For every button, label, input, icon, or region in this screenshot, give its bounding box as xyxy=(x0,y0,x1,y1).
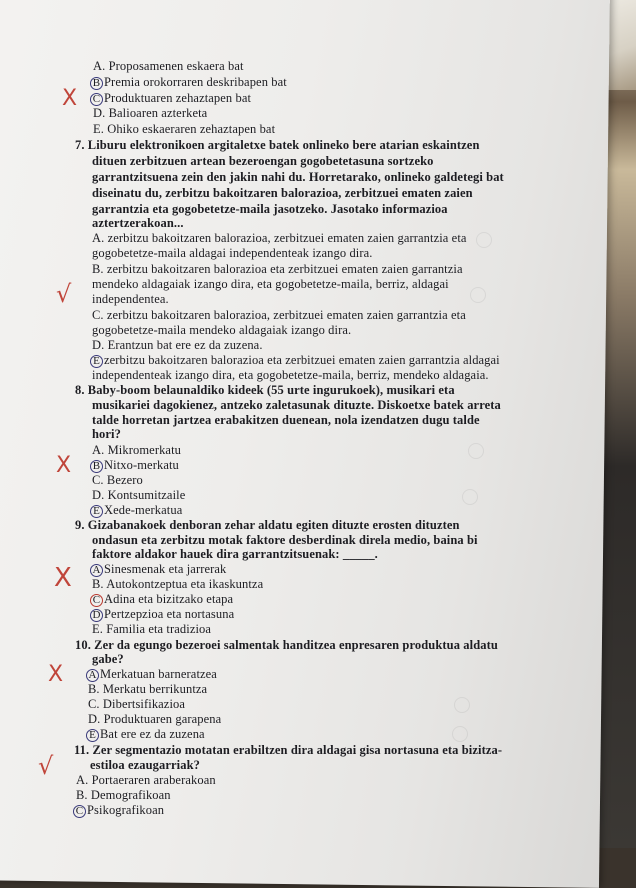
q6-option-e: E. Ohiko eskaeraren zehaztapen bat xyxy=(93,122,276,136)
answer-circle: B xyxy=(90,77,103,90)
q11-text-line: 11. Zer segmentazio motatan erabiltzen dira aldagai gisa nortasuna eta bizitza- xyxy=(74,743,503,757)
check-mark-icon: √ xyxy=(38,752,54,780)
q11-option-b: B. Demografikoan xyxy=(76,788,171,802)
q7-option-a: A. zerbitzu bakoitzaren balorazioa, zerbitzuei ematen zaien garrantzia eta xyxy=(92,231,467,245)
q7-option-a-cont: gogobetetze-maila aldagai independenteak izango dira. xyxy=(92,246,373,260)
q10-option-d: D. Produktuaren garapena xyxy=(88,712,222,726)
q7-option-b: B. zerbitzu bakoitzaren balorazioa eta zerbitzuei ematen zaien garrantzia xyxy=(92,262,463,276)
q11-option-a: A. Portaeraren araberakoan xyxy=(76,773,216,787)
q8-option-a: A. Mikromerkatu xyxy=(92,443,181,457)
q9-option-b: B. Autokontzeptua eta ikaskuntza xyxy=(92,577,264,591)
q7-text-line: dituen zerbitzuen artean bezeroengan gogobetetasuna sortzeko xyxy=(92,154,434,168)
q10-option-c: C. Dibertsifikazioa xyxy=(88,697,186,711)
show-through-circle xyxy=(470,287,486,303)
q8-option-d: D. Kontsumitzaile xyxy=(92,488,186,502)
show-through-circle xyxy=(452,726,468,742)
q10-option-a: A Merkatuan barneratzea xyxy=(86,667,217,682)
q11-text-line: estiloa ezaugarriak? xyxy=(90,758,200,772)
q7-option-d: D. Erantzun bat ere ez da zuzena. xyxy=(92,338,263,352)
q8-option-c: C. Bezero xyxy=(92,473,143,487)
show-through-circle xyxy=(468,443,484,459)
q10-option-e: E Bat ere ez da zuzena xyxy=(86,727,205,742)
q8-text-line: musikariei dagokienez, antzeko zaletasunak dituzte. Diskoetxe batek arreta xyxy=(92,398,501,412)
q9-text-line: 9. Gizabanakoek denboran zehar aldatu egiten dituzte erosten dituzten xyxy=(75,518,460,532)
q7-option-b-cont: independentea. xyxy=(92,292,169,306)
q8-text-line: talde horretan jartzea erabakitzen duenean, nola izendatzen dugu talde xyxy=(92,413,480,427)
q7-text-line: 7. Liburu elektronikoen argitaletxe batek onlineko bere atarian eskaintzen xyxy=(75,138,480,152)
q7-option-c: C. zerbitzu bakoitzaren balorazioa, zerbitzuei ematen zaien garrantzia eta xyxy=(92,308,466,322)
q6-option-a: A. Proposamenen eskaera bat xyxy=(93,59,244,73)
q7-text-line: diseinatu du, zerbitzu bakoitzaren balorazioa, zerbitzuei ematen zaien xyxy=(92,186,473,200)
q7-option-c-cont: gogobetetze-maila mendeko aldagaiak izango dira. xyxy=(92,323,352,337)
cross-mark-icon: X xyxy=(48,662,64,687)
q7-text-line: garrantzitsuena zein den jakin nahi du. Horretarako, onlineko galdetegi bat xyxy=(92,170,504,184)
q9-option-e: E. Familia eta tradizioa xyxy=(92,622,212,636)
q8-option-b: B Nitxo-merkatu xyxy=(90,458,179,473)
q7-option-e-cont: independenteak izango dira, eta gogobetetze-maila, berriz, mendeko aldagaia. xyxy=(92,368,489,382)
answer-circle: C xyxy=(73,805,86,818)
q8-text-line: 8. Baby-boom belaunaldiko kideek (55 urte ingurukoek), musikari eta xyxy=(75,383,455,397)
q10-option-b: B. Merkatu berrikuntza xyxy=(88,682,208,696)
q6-option-c: C Produktuaren zehaztapen bat xyxy=(90,91,251,106)
q8-option-e: E Xede-merkatua xyxy=(90,503,182,518)
q7-text-line: garrantzia eta gogobetetze-maila jasotzeko. Jasotako informazioa xyxy=(92,202,448,216)
q9-text-line: ondasun eta zerbitzu motak faktore desberdinak direla medio, baina bi xyxy=(92,533,478,547)
q10-text-line: gabe? xyxy=(92,652,124,666)
cross-mark-icon: X xyxy=(62,86,78,111)
q9-text-line: faktore aldakor hauek dira garrantzitsuenak: _____. xyxy=(92,547,378,561)
q7-text-line: aztertzerakoan... xyxy=(92,216,184,230)
q9-option-d: D Pertzepzioa eta nortasuna xyxy=(90,607,234,622)
check-mark-icon: √ xyxy=(56,280,72,308)
q7-option-e: E zerbitzu bakoitzaren balorazioa eta zerbitzuei ematen zaien garrantzia aldagai xyxy=(90,353,500,368)
answer-circle: A xyxy=(90,564,103,577)
q9-option-c: C Adina eta bizitzako etapa xyxy=(90,592,233,607)
show-through-circle xyxy=(462,489,478,505)
answer-circle: C xyxy=(90,93,103,106)
q9-option-a: A Sinesmenak eta jarrerak xyxy=(90,562,226,577)
q8-text-line: hori? xyxy=(92,427,121,441)
answer-circle: B xyxy=(90,460,103,473)
cross-mark-icon: X xyxy=(56,453,72,478)
answer-circle: A xyxy=(86,669,99,682)
q11-option-c: C Psikografikoan xyxy=(73,803,164,818)
answer-circle: E xyxy=(90,355,103,368)
answer-circle: E xyxy=(86,729,99,742)
q6-option-b: B Premia orokorraren deskribapen bat xyxy=(90,75,287,90)
q10-text-line: 10. Zer da egungo bezeroei salmentak handitzea enpresaren produktua aldatu xyxy=(75,638,498,652)
q7-option-b-cont: mendeko aldagaiak izango dira, eta gogobetetze-maila, berriz, aldagai xyxy=(92,277,449,291)
answer-circle: E xyxy=(90,505,103,518)
answer-circle: D xyxy=(90,609,103,622)
show-through-circle xyxy=(476,232,492,248)
q6-option-d: D. Balioaren azterketa xyxy=(93,106,208,120)
answer-circle: C xyxy=(90,594,103,607)
show-through-circle xyxy=(454,697,470,713)
cross-mark-icon: X xyxy=(54,563,72,593)
